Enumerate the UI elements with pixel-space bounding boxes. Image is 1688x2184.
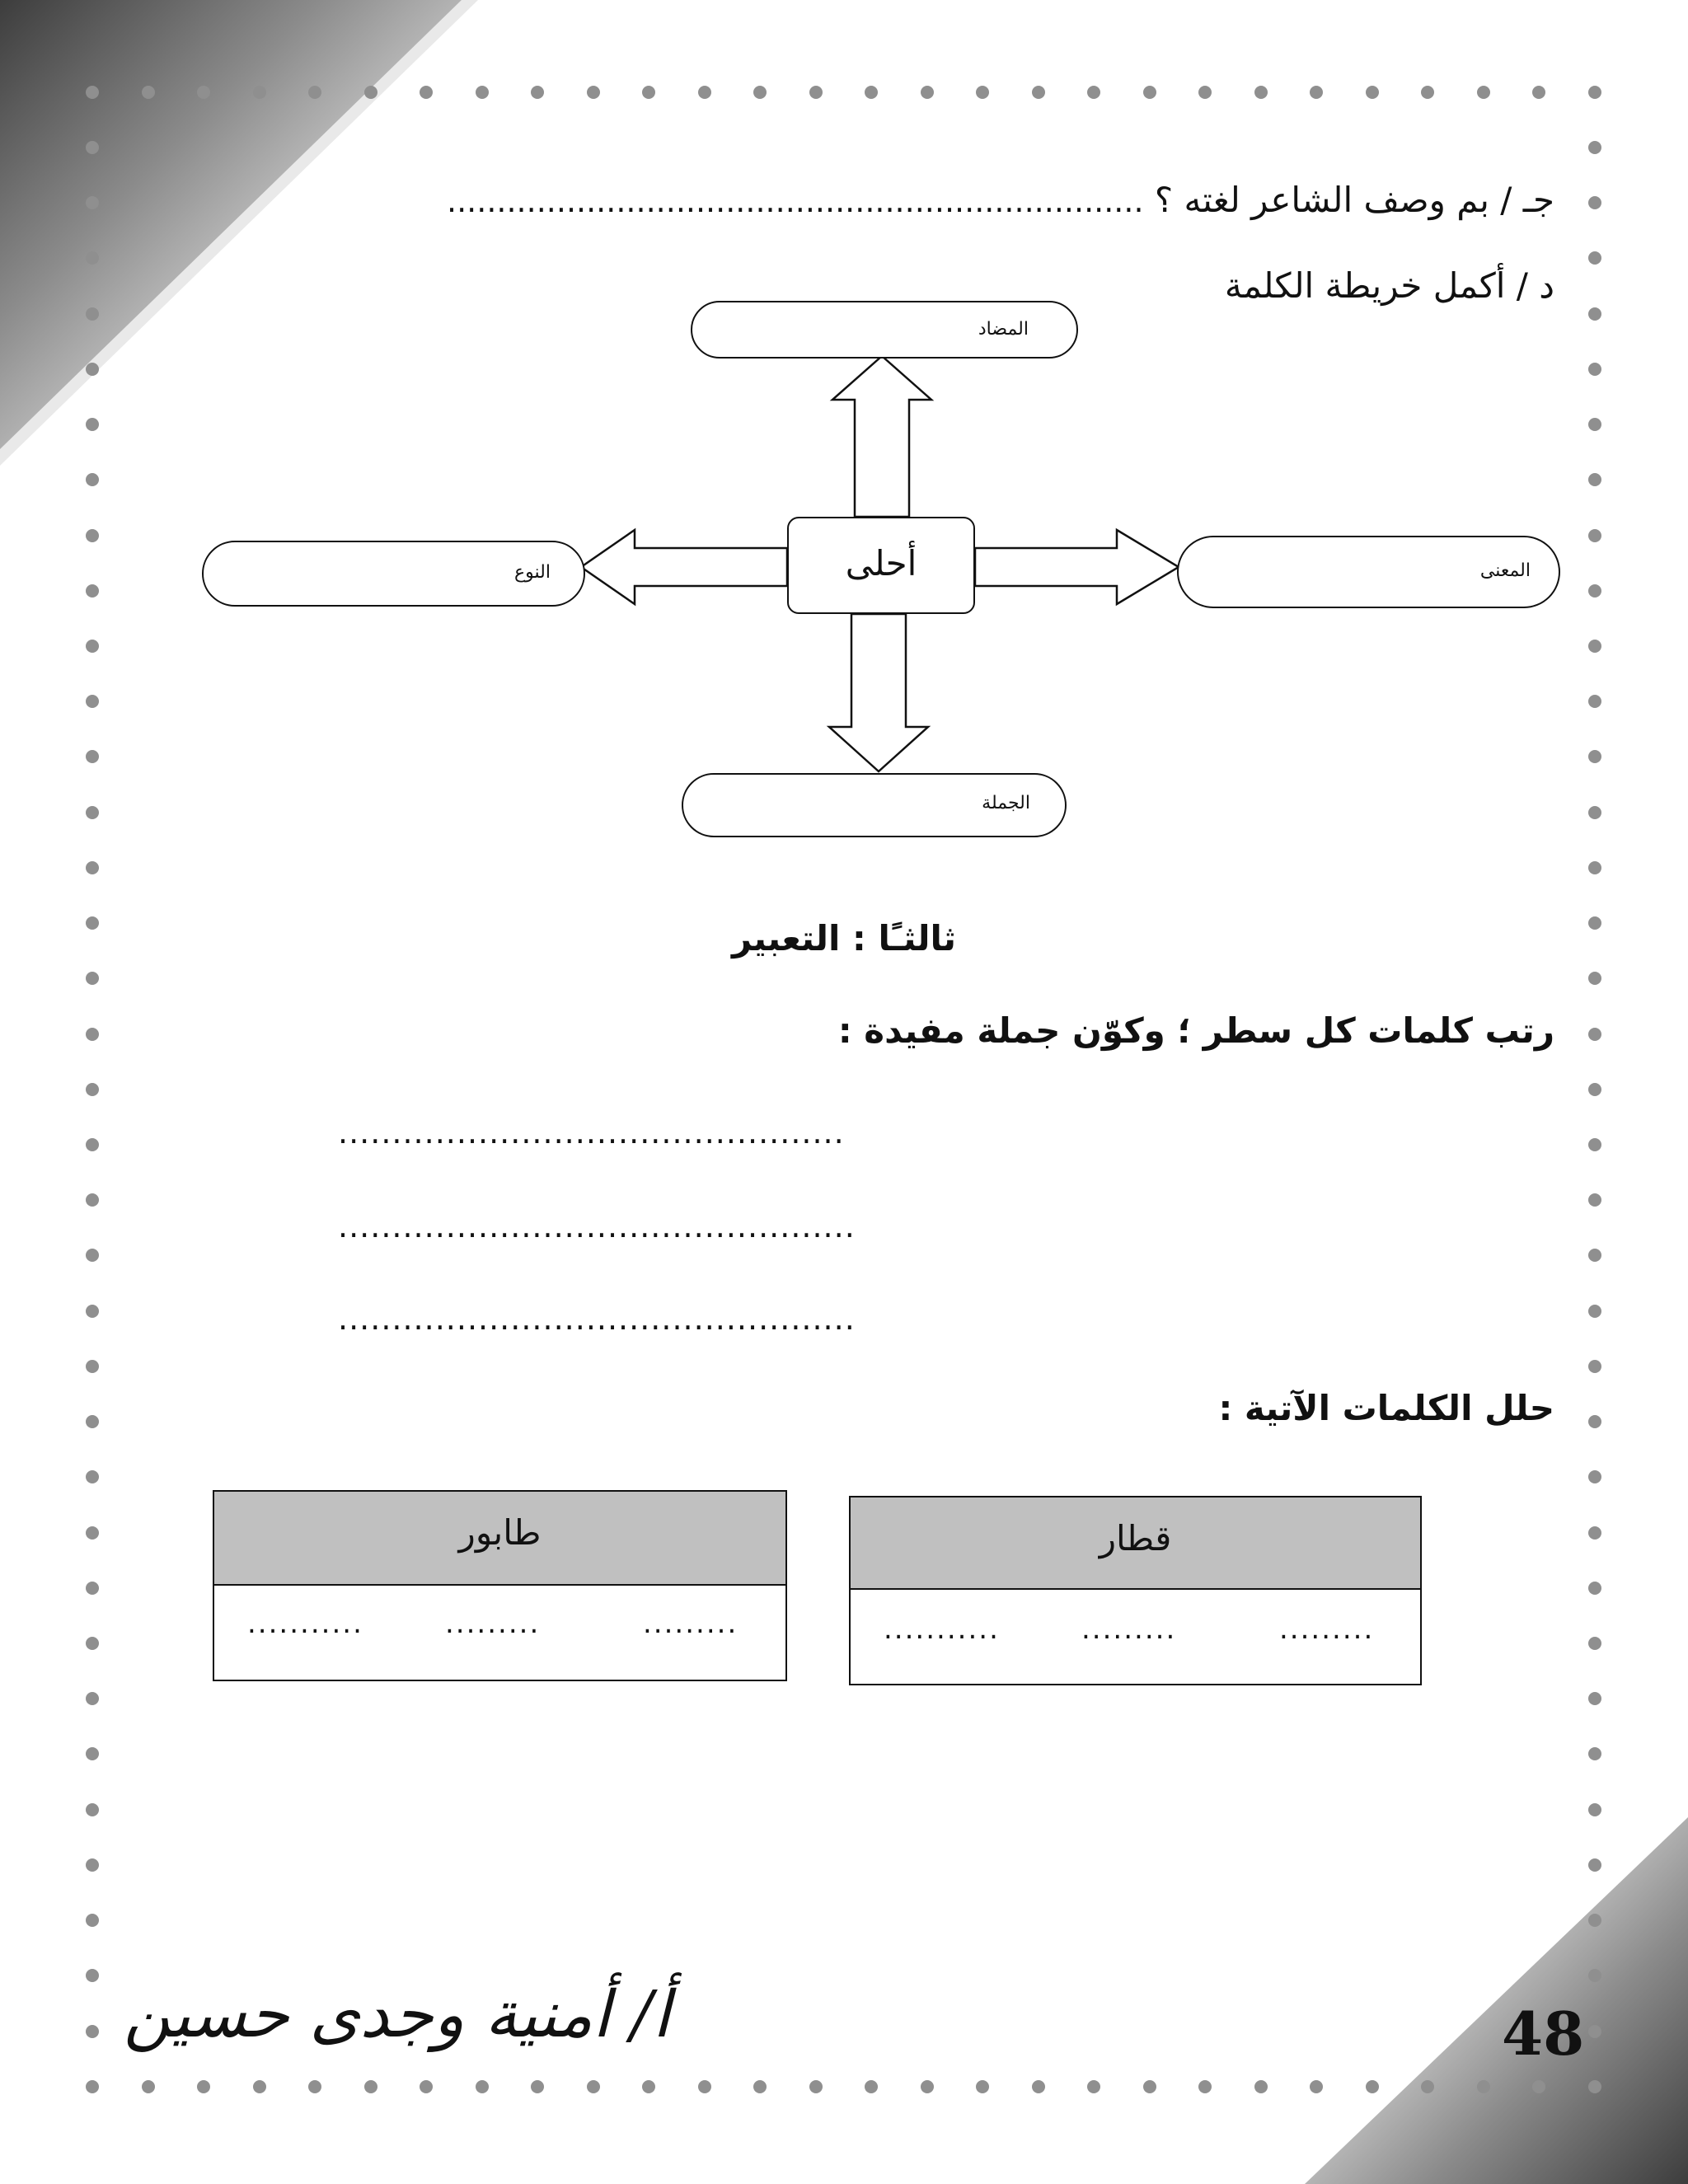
- border-dot: [1588, 1470, 1601, 1483]
- word-map-left-box: [202, 541, 585, 607]
- question-d-label: د / أكمل خريطة الكلمة: [1224, 265, 1554, 306]
- border-dot: [1032, 2080, 1045, 2093]
- border-dot: [1310, 2080, 1323, 2093]
- border-dot: [86, 1360, 99, 1373]
- border-dot: [364, 2080, 377, 2093]
- border-dot: [587, 2080, 600, 2093]
- border-dot: [420, 2080, 433, 2093]
- analyze-blank: .........: [643, 1607, 738, 1640]
- border-dot: [1143, 2080, 1156, 2093]
- arrange-answer-line: ................................................: [338, 1301, 856, 1337]
- border-dot: [86, 1249, 99, 1262]
- border-dot: [1588, 1138, 1601, 1151]
- border-dot: [86, 2080, 99, 2093]
- border-dot: [86, 1526, 99, 1540]
- border-dot: [1588, 1249, 1601, 1262]
- corner-decoration-bottom-right: [1305, 1817, 1688, 2184]
- arrow-up: [832, 356, 931, 517]
- border-dot: [308, 2080, 321, 2093]
- border-dot: [86, 1969, 99, 1982]
- word-map-right-box: [1177, 536, 1560, 608]
- border-dot: [86, 1914, 99, 1927]
- word-map-bottom-box: [682, 773, 1067, 837]
- border-dot: [86, 1305, 99, 1318]
- border-dot: [86, 972, 99, 985]
- border-dot: [86, 1692, 99, 1705]
- border-dot: [1254, 2080, 1268, 2093]
- border-dot: [86, 1138, 99, 1151]
- border-dot: [86, 1582, 99, 1595]
- analyze-table-right: [849, 1496, 1422, 1685]
- border-dot: [1588, 1969, 1601, 1982]
- border-dot: [1588, 1692, 1601, 1705]
- border-dot: [86, 1858, 99, 1872]
- analyze-blank: ...........: [884, 1613, 1000, 1646]
- border-dot: [1198, 2080, 1212, 2093]
- border-dot: [1588, 1526, 1601, 1540]
- border-dot: [1366, 2080, 1379, 2093]
- border-dot: [531, 2080, 544, 2093]
- word-map-center-word: أحلى: [845, 543, 917, 583]
- arrange-instruction: رتب كلمات كل سطر ؛ وكوّن جملة مفيدة :: [837, 1010, 1554, 1051]
- author-signature: أ/ أمنية وجدى حسين: [124, 1978, 671, 2052]
- border-dot: [1588, 1582, 1601, 1595]
- analyze-blank: .........: [445, 1607, 541, 1640]
- border-dot: [1588, 1858, 1601, 1872]
- word-map-bottom-label: الجملة: [982, 793, 1030, 813]
- border-dot: [1588, 1360, 1601, 1373]
- arrange-answer-line: ...............................................: [338, 1114, 845, 1151]
- border-dot: [865, 2080, 878, 2093]
- border-dot: [1588, 2025, 1601, 2038]
- border-dot: [86, 1803, 99, 1816]
- word-map-right-label: المعنى: [1479, 560, 1531, 581]
- arrow-left: [581, 530, 787, 604]
- border-dot: [1588, 1193, 1601, 1207]
- border-dot: [253, 2080, 266, 2093]
- border-dot: [642, 2080, 655, 2093]
- question-c-answer-line: ......................................................................: [447, 183, 1144, 219]
- border-dot: [1087, 2080, 1100, 2093]
- arrow-right: [975, 530, 1179, 604]
- analyze-blank: .........: [1081, 1613, 1177, 1646]
- border-dot: [1588, 1914, 1601, 1927]
- word-map-left-label: النوع: [514, 562, 551, 583]
- border-dot: [197, 2080, 210, 2093]
- analyze-blank: .........: [1279, 1613, 1375, 1646]
- border-dot: [1421, 2080, 1434, 2093]
- border-dot: [86, 1470, 99, 1483]
- arrange-answer-line: ................................................: [338, 1208, 856, 1244]
- border-dot: [142, 2080, 155, 2093]
- question-c-label: جـ / بم وصف الشاعر لغته ؟: [1154, 180, 1554, 220]
- border-dot: [1588, 1747, 1601, 1760]
- border-dot: [753, 2080, 767, 2093]
- border-dot: [1532, 2080, 1545, 2093]
- word-map-arrows: [0, 0, 1688, 865]
- word-map-center-box: [787, 517, 975, 614]
- border-dot: [1588, 1637, 1601, 1650]
- analyze-table-word: طابور: [214, 1492, 785, 1586]
- word-map-top-box: [691, 301, 1078, 359]
- border-dot: [1588, 2080, 1601, 2093]
- border-dot: [1588, 1803, 1601, 1816]
- border-dot: [86, 1193, 99, 1207]
- analyze-table-word: قطار: [851, 1497, 1420, 1590]
- border-dot: [1588, 1305, 1601, 1318]
- border-dot: [86, 1083, 99, 1096]
- border-dot: [86, 1637, 99, 1650]
- border-dot: [1588, 1083, 1601, 1096]
- analyze-blank: ...........: [247, 1607, 363, 1640]
- border-dot: [1588, 1028, 1601, 1041]
- border-dot: [476, 2080, 489, 2093]
- border-dot: [809, 2080, 823, 2093]
- border-dot: [86, 1415, 99, 1428]
- analyze-instruction: حلل الكلمات الآتية :: [1218, 1388, 1554, 1428]
- border-dot: [86, 1747, 99, 1760]
- border-dot: [1477, 2080, 1490, 2093]
- border-dot: [921, 2080, 934, 2093]
- border-dot: [86, 1028, 99, 1041]
- arrow-down: [829, 614, 928, 771]
- border-dot: [86, 2025, 99, 2038]
- border-dot: [1588, 972, 1601, 985]
- border-dot: [976, 2080, 989, 2093]
- border-dot: [1588, 1415, 1601, 1428]
- page-number: 48: [1502, 1999, 1585, 2069]
- section-three-title: ثالثـًا : التعبير: [731, 918, 957, 958]
- analyze-table-left: [213, 1490, 787, 1681]
- word-map-top-label: المضاد: [978, 319, 1029, 340]
- border-dot: [698, 2080, 711, 2093]
